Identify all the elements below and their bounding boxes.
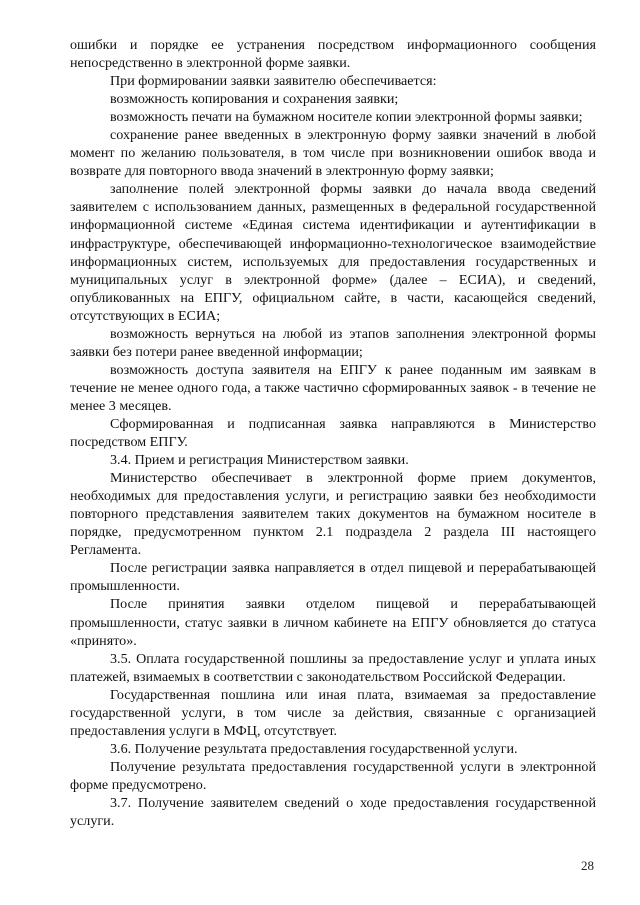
paragraph: возможность вернуться на любой из этапов заполнения электронной формы заявки без потери ранее введенной информации; xyxy=(70,325,596,360)
paragraph: Получение результата предоставления государственной услуги в электронной форме предусмотрено. xyxy=(70,758,596,793)
paragraph: При формировании заявки заявителю обеспечивается: xyxy=(110,73,437,90)
section-heading: 3.6. Получение результата предоставления государственной услуги. xyxy=(110,740,518,757)
paragraph: После принятия заявки отделом пищевой и перерабатывающей промышленности, статус заявки в личном кабинете на ЕПГУ обновляется до статуса «принято». xyxy=(70,596,596,649)
paragraph: возможность копирования и сохранения заявки; xyxy=(110,91,399,108)
paragraph: После регистрации заявка направляется в отдел пищевой и перерабатывающей промышленности. xyxy=(70,560,596,595)
paragraph: Государственная пошлина или иная плата, взимаемая за предоставление государственной услуги, в том числе за действия, связанные с организацией предоставления услуги в МФЦ, отсутствует. xyxy=(70,686,596,739)
paragraph: Министерство обеспечивает в электронной форме прием документов, необходимых для предоставления услуги, и регистрацию заявки без необходимости повторного представления заявителем таких документов на бумажном носителе в порядке, предусмотренном пунктом 2.1 подраздела 2 раздела III настоящего Регламента. xyxy=(70,470,596,559)
section-heading: 3.4. Прием и регистрация Министерством заявки. xyxy=(110,452,409,469)
section-heading: 3.7. Получение заявителем сведений о ходе предоставления государственной услуги. xyxy=(70,794,596,830)
paragraph: сохранение ранее введенных в электронную форму заявки значений в любой момент по желанию пользователя, в том числе при возникновении ошибок ввода и возврате для повторного ввода значений в электронную форму заявки; xyxy=(70,127,596,180)
paragraph: возможность печати на бумажном носителе копии электронной формы заявки; xyxy=(110,109,583,126)
section-heading: 3.5. Оплата государственной пошлины за предоставление услуг и уплата иных платежей, взимаемых в соответствии с законодательством Российской Федерации. xyxy=(70,650,596,685)
paragraph: заполнение полей электронной формы заявки до начала ввода сведений заявителем с использованием данных, размещенных в федеральной государственной информационной системе «Единая система идентификации и аутентификации в инфраструктуре, обеспечивающей информационно-технологическое взаимодействие информационных систем, используемых для предоставления государственных и муниципальных услуг в электронной форме» (далее – ЕСИА), и сведений, опубликованных на ЕПГУ, официальном сайте, в части, касающейся сведений, отсутствующих в ЕСИА; xyxy=(70,181,596,324)
paragraph-continuation: ошибки и порядке ее устранения посредством информационного сообщения непосредственно в электронной форме заявки. xyxy=(70,37,596,72)
document-body xyxy=(70,36,596,830)
paragraph: возможность доступа заявителя на ЕПГУ к ранее поданным им заявкам в течение не менее одного года, а также частично сформированных заявок - в течение не менее 3 месяцев. xyxy=(70,361,596,414)
paragraph: Сформированная и подписанная заявка направляются в Министерство посредством ЕПГУ. xyxy=(70,415,596,451)
page-number: 28 xyxy=(581,858,594,873)
